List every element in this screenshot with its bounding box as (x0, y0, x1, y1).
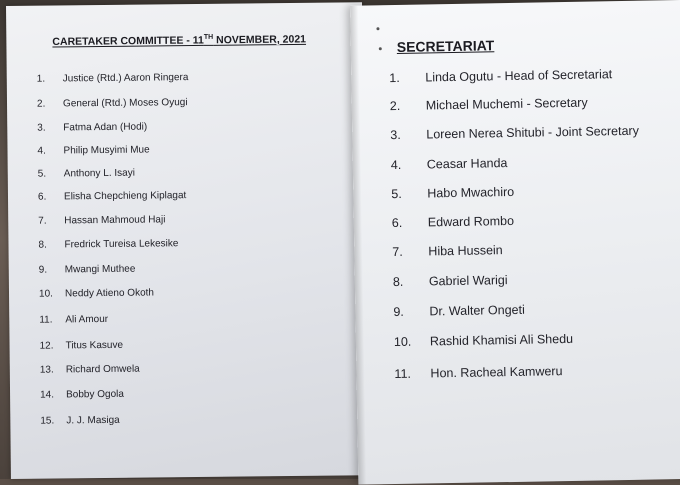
member-name: Anthony L. Isayi (63, 167, 135, 180)
caretaker-committee-title (52, 33, 306, 48)
item-number: 2. (36, 98, 46, 110)
item-number: 1. (36, 73, 46, 85)
caretaker-committee-sheet (6, 2, 367, 479)
item-number: 7. (38, 215, 47, 227)
list-item (389, 67, 612, 85)
item-number: 11. (394, 366, 412, 382)
item-number: 4. (37, 145, 46, 157)
item-number: 5. (37, 168, 47, 180)
item-number: 9. (393, 304, 404, 320)
list-item (394, 332, 573, 349)
list-item (40, 340, 124, 352)
member-name: Fredrick Tureisa Lekesike (64, 238, 179, 251)
member-name: Ceasar Handa (426, 156, 508, 172)
item-number: 12. (39, 340, 54, 352)
member-name: Fatma Adan (Hodi) (63, 121, 148, 134)
list-item (390, 124, 639, 142)
paper-speck (379, 47, 382, 50)
list-item (37, 122, 147, 134)
item-number: 3. (37, 122, 46, 134)
list-item (38, 238, 178, 250)
member-name: J. J. Masiga (66, 414, 120, 427)
item-number: 13. (39, 364, 54, 376)
list-item (393, 273, 508, 289)
paper-speck (376, 27, 379, 30)
item-number: 9. (38, 264, 48, 276)
list-item (38, 214, 165, 226)
title-main: CARETAKER COMMITTEE - 11 (52, 34, 204, 49)
member-name: Elisha Chepchieng Kiplagat (63, 190, 187, 203)
item-number: 14. (40, 389, 55, 401)
member-name: Habo Mwachiro (427, 184, 515, 201)
item-number: 11. (39, 314, 53, 326)
item-number: 6. (37, 191, 47, 203)
member-name: Edward Rombo (427, 213, 515, 230)
item-number: 6. (391, 215, 403, 231)
item-number: 5. (391, 186, 402, 202)
member-name: General (Rtd.) Moses Oyugi (62, 97, 188, 110)
list-item (37, 72, 189, 85)
item-number: 8. (38, 239, 47, 251)
item-number: 1. (389, 70, 400, 86)
member-name: Dr. Walter Ongeti (429, 302, 525, 319)
item-number: 15. (40, 415, 55, 427)
member-name: Hon. Racheal Kamweru (430, 364, 563, 381)
list-item (38, 168, 135, 180)
list-item (38, 190, 186, 203)
list-item (40, 364, 140, 376)
list-item (37, 97, 188, 110)
list-item (390, 96, 588, 113)
list-item (37, 145, 149, 157)
member-name: Justice (Rtd.) Aaron Ringera (62, 72, 189, 85)
list-item (394, 364, 562, 381)
member-name: Hiba Hussein (428, 243, 503, 259)
item-number: 7. (392, 244, 403, 260)
title-rest: NOVEMBER, 2021 (213, 33, 307, 47)
secretariat-title: SECRETARIAT (396, 37, 495, 55)
item-number: 2. (389, 98, 401, 114)
item-number: 10. (38, 288, 53, 300)
list-item (392, 214, 514, 230)
member-name: Rashid Khamisi Ali Shedu (429, 331, 574, 349)
list-item (391, 156, 508, 172)
member-name: Bobby Ogola (66, 388, 124, 401)
member-name: Mwangi Muthee (64, 263, 136, 276)
list-item (39, 264, 136, 276)
title-superscript: TH (203, 33, 214, 41)
member-name: Ali Amour (65, 313, 109, 326)
item-number: 4. (390, 157, 402, 173)
member-name: Hassan Mahmoud Haji (64, 214, 166, 227)
list-item (39, 287, 154, 299)
list-item (40, 415, 119, 427)
secretariat-sheet (350, 0, 680, 485)
item-number: 10. (393, 334, 412, 350)
member-name: Richard Omwela (65, 363, 140, 376)
list-item (39, 314, 108, 326)
member-name: Linda Ogutu - Head of Secretariat (425, 67, 613, 85)
list-item (393, 303, 525, 319)
list-item (40, 389, 124, 401)
member-name: Philip Musyimi Mue (63, 144, 150, 157)
member-name: Neddy Atieno Okoth (64, 287, 155, 300)
list-item (392, 243, 503, 259)
list-item (391, 185, 514, 201)
member-name: Gabriel Warigi (428, 273, 508, 289)
member-name: Loreen Nerea Shitubi - Joint Secretary (426, 123, 640, 142)
item-number: 8. (392, 274, 404, 290)
member-name: Titus Kasuve (65, 339, 124, 352)
item-number: 3. (390, 127, 401, 143)
member-name: Michael Muchemi - Secretary (425, 95, 588, 113)
